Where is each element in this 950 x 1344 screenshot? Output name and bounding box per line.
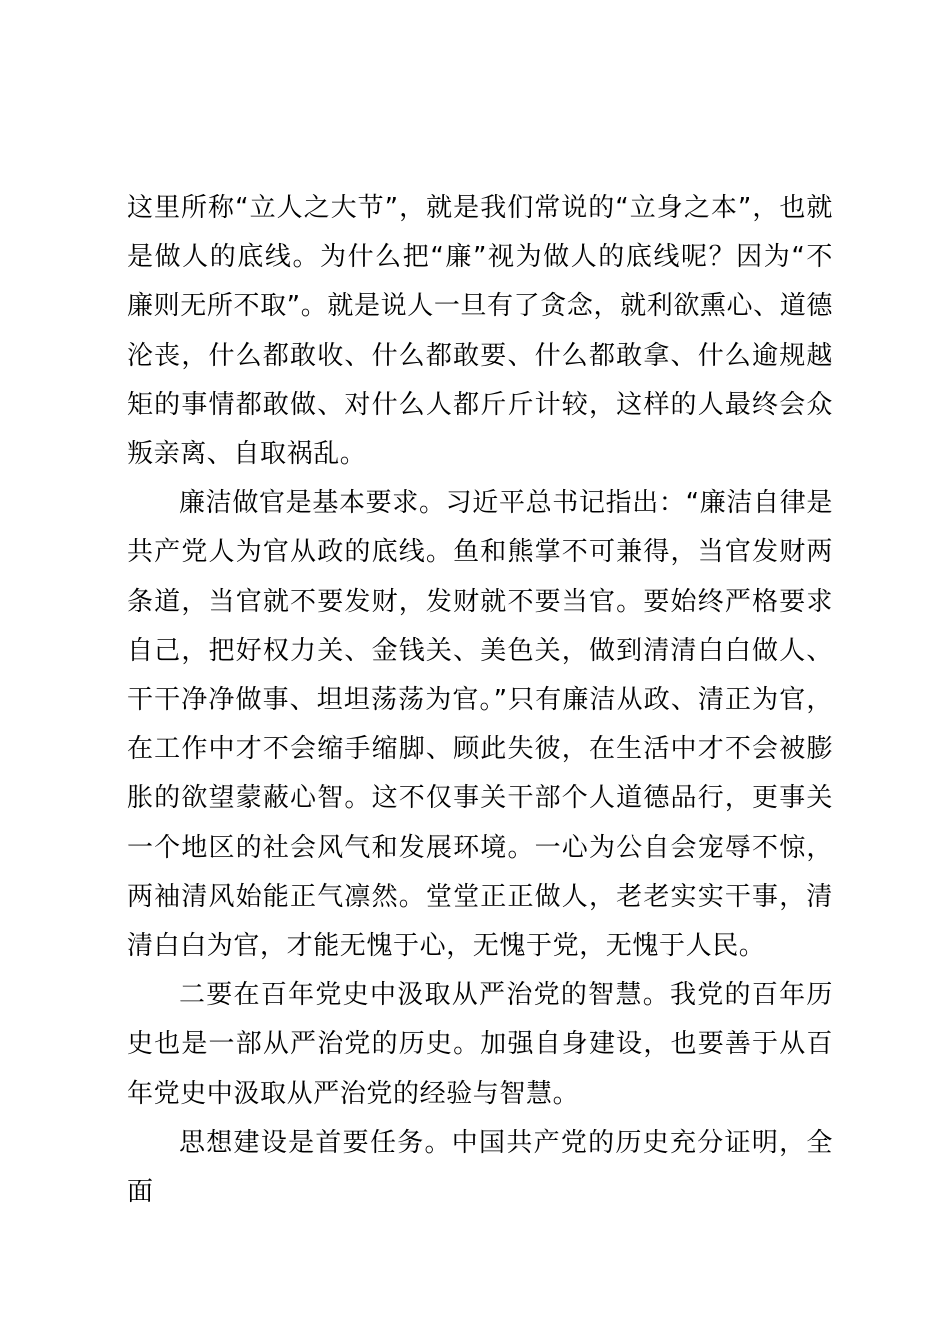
paragraph-3: 二要在百年党史中汲取从严治党的智慧。我党的百年历史也是一部从严治党的历史。加强自身建设，也要善于从百年党史中汲取从严治党的经验与智慧。 <box>127 980 833 1109</box>
paragraph-1: 这里所称“立人之大节”，就是我们常说的“立身之本”，也就是做人的底线。为什么把“廉”视为做人的底线呢？因为“不廉则无所不取”。就是说人一旦有了贪念，就利欲熏心、道德沦丧，什么都敢收、什么都敢要、什么都敢拿、什么逾规越矩的事情都敢做、对什么人都斤斤计较，这样的人最终会众叛亲离、自取祸乱。 <box>127 193 833 470</box>
paragraph-4: 思想建设是首要任务。中国共产党的历史充分证明，全面 <box>127 1127 833 1208</box>
body-text <box>127 184 833 1217</box>
paragraph-2: 廉洁做官是基本要求。习近平总书记指出：“廉洁自律是共产党人为官从政的底线。鱼和熊掌不可兼得，当官发财两条道，当官就不要发财，发财就不要当官。要始终严格要求自己，把好权力关、金钱关、美色关，做到清清白白做人、干干净净做事、坦坦荡荡为官。”只有廉洁从政、清正为官，在工作中才不会缩手缩脚、顾此失彼，在生活中才不会被膨胀的欲望蒙蔽心智。这不仅事关干部个人道德品行，更事关一个地区的社会风气和发展环境。一心为公自会宠辱不惊，两袖清风始能正气凛然。堂堂正正做人，老老实实干事，清清白白为官，才能无愧于心，无愧于党，无愧于人民。 <box>127 488 833 962</box>
